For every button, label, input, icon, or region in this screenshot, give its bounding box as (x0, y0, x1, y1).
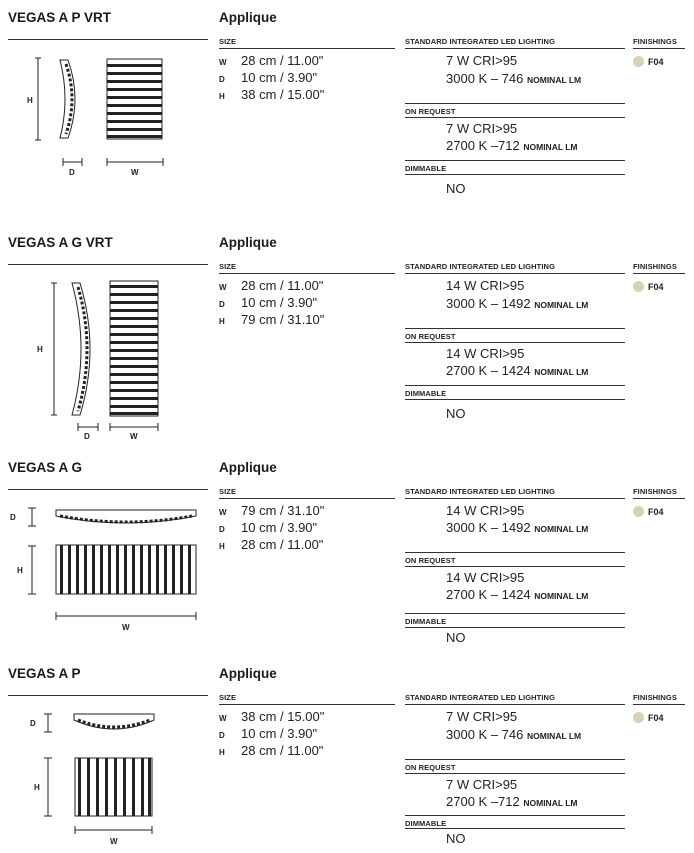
dimmable-label: DIMMABLE (405, 389, 447, 398)
size-label: SIZE (219, 37, 237, 46)
std-power: 14 W CRI>95 (446, 278, 525, 293)
height-dim-label: H (34, 783, 40, 792)
size-d: D 10 cm / 3.90" (219, 70, 318, 85)
finish-swatch: F04 (633, 506, 664, 517)
finish-color-dot (633, 506, 644, 517)
std-lumen: 3000 K – 1492 NOMINAL LM (446, 296, 589, 311)
product-drawing (8, 500, 208, 640)
req-lumen: 2700 K – 1424 NOMINAL LM (446, 587, 589, 602)
size-h: H 38 cm / 15.00" (219, 87, 325, 102)
std-power: 14 W CRI>95 (446, 503, 525, 518)
size-d: D 10 cm / 3.90" (219, 295, 318, 310)
size-label: SIZE (219, 487, 237, 496)
dimmable-value: NO (446, 630, 466, 645)
finish-swatch: F04 (633, 56, 664, 67)
std-lumen: 3000 K – 746 NOMINAL LM (446, 71, 582, 86)
product-block (0, 666, 694, 853)
size-d: D 10 cm / 3.90" (219, 726, 318, 741)
product-name: VEGAS A P VRT (8, 10, 112, 25)
on-request-label: ON REQUEST (405, 107, 456, 116)
req-power: 14 W CRI>95 (446, 346, 525, 361)
finish-color-dot (633, 56, 644, 67)
dimmable-value: NO (446, 831, 466, 846)
size-label: SIZE (219, 262, 237, 271)
standard-label: STANDARD INTEGRATED LED LIGHTING (405, 487, 555, 496)
std-lumen: 3000 K – 1492 NOMINAL LM (446, 520, 589, 535)
standard-label: STANDARD INTEGRATED LED LIGHTING (405, 262, 555, 271)
height-dim-label: H (27, 96, 33, 105)
size-h: H 79 cm / 31.10" (219, 312, 325, 327)
req-lumen: 2700 K –712 NOMINAL LM (446, 138, 578, 153)
product-drawing (8, 50, 208, 190)
on-request-label: ON REQUEST (405, 763, 456, 772)
size-h: H 28 cm / 11.00" (219, 537, 324, 552)
size-label: SIZE (219, 693, 237, 702)
product-type: Applique (219, 666, 277, 681)
width-dim-label: W (122, 623, 130, 632)
std-power: 7 W CRI>95 (446, 709, 518, 724)
product-drawing (8, 704, 208, 852)
finishings-label: FINISHINGS (633, 262, 677, 271)
dimmable-value: NO (446, 406, 466, 421)
product-name: VEGAS A P (8, 666, 81, 681)
product-type: Applique (219, 235, 277, 250)
depth-dim-label: D (30, 719, 36, 728)
product-block (0, 460, 694, 655)
on-request-label: ON REQUEST (405, 332, 456, 341)
width-dim-label: W (131, 168, 139, 177)
finishings-label: FINISHINGS (633, 487, 677, 496)
req-lumen: 2700 K –712 NOMINAL LM (446, 794, 578, 809)
finish-color-dot (633, 281, 644, 292)
std-power: 7 W CRI>95 (446, 53, 518, 68)
product-name: VEGAS A G VRT (8, 235, 113, 250)
height-dim-label: H (17, 566, 23, 575)
finish-swatch: F04 (633, 712, 664, 723)
finishings-label: FINISHINGS (633, 693, 677, 702)
size-h: H 28 cm / 11.00" (219, 743, 324, 758)
dimmable-value: NO (446, 181, 466, 196)
width-dim-label: W (130, 432, 138, 441)
dimmable-label: DIMMABLE (405, 617, 447, 626)
product-type: Applique (219, 460, 277, 475)
dimmable-label: DIMMABLE (405, 164, 447, 173)
size-d: D 10 cm / 3.90" (219, 520, 318, 535)
height-dim-label: H (37, 345, 43, 354)
width-dim-label: W (110, 837, 118, 846)
product-name: VEGAS A G (8, 460, 83, 475)
depth-dim-label: D (84, 432, 90, 441)
product-block (0, 10, 694, 215)
req-power: 14 W CRI>95 (446, 570, 525, 585)
size-w: W 79 cm / 31.10" (219, 503, 325, 518)
finishings-label: FINISHINGS (633, 37, 677, 46)
finish-color-dot (633, 712, 644, 723)
size-w: W 28 cm / 11.00" (219, 53, 324, 68)
product-drawing (8, 275, 208, 447)
product-type: Applique (219, 10, 277, 25)
size-w: W 28 cm / 11.00" (219, 278, 324, 293)
req-lumen: 2700 K – 1424 NOMINAL LM (446, 363, 589, 378)
size-w: W 38 cm / 15.00" (219, 709, 325, 724)
dimmable-label: DIMMABLE (405, 819, 447, 828)
depth-dim-label: D (10, 513, 16, 522)
standard-label: STANDARD INTEGRATED LED LIGHTING (405, 37, 555, 46)
on-request-label: ON REQUEST (405, 556, 456, 565)
std-lumen: 3000 K – 746 NOMINAL LM (446, 727, 582, 742)
finish-swatch: F04 (633, 281, 664, 292)
standard-label: STANDARD INTEGRATED LED LIGHTING (405, 693, 555, 702)
product-block (0, 235, 694, 450)
req-power: 7 W CRI>95 (446, 121, 518, 136)
req-power: 7 W CRI>95 (446, 777, 518, 792)
depth-dim-label: D (69, 168, 75, 177)
